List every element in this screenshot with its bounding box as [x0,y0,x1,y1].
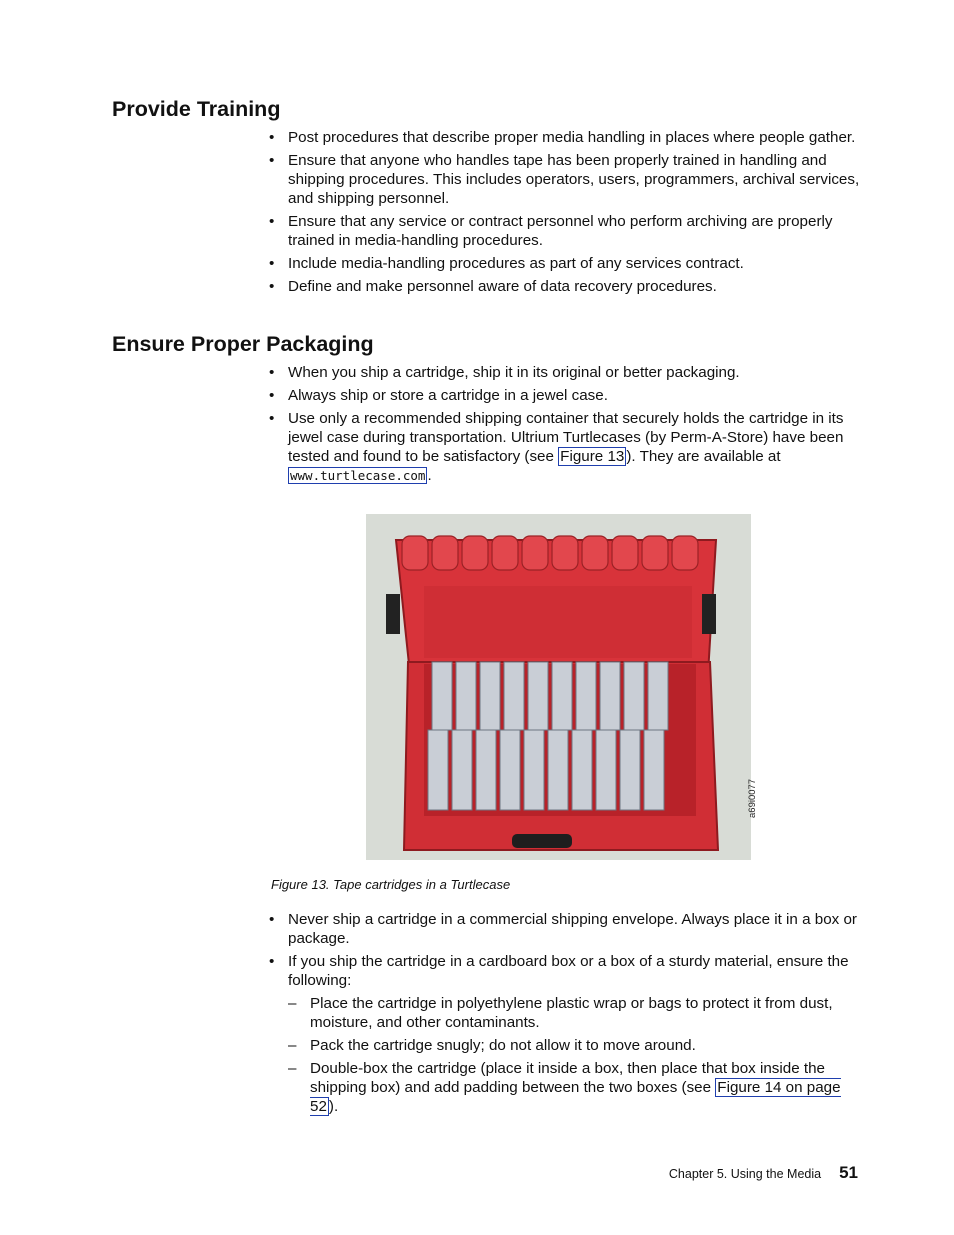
list-item: • Ensure that anyone who handles tape has been properly trained in handling and shipping procedures. This includes operators, users, programmers, archival services, and shipping personnel. [268,151,868,208]
list-item: – Pack the cartridge snugly; do not allow it to move around. [288,1036,868,1055]
bullet-text: If you ship the cartridge in a cardboard box or a box of a sturdy material, ensure the following: [288,953,849,989]
heading-ensure-proper-packaging: Ensure Proper Packaging [112,332,374,356]
list-item [268,952,868,1116]
turtlecase-photo [366,514,751,860]
list-item [288,1059,868,1116]
list-item: • Ensure that any service or contract personnel who perform archiving are properly trained in media-handling procedures. [268,212,868,250]
heading-provide-training: Provide Training [112,97,281,121]
figure-caption: Figure 13. Tape cartridges in a Turtlecase [271,877,511,892]
bullet-text: Use only a recommended shipping container that securely holds the cartridge in its jewel case during transportation. Ultrium Turtlecases (by Perm-A-Store) have been tested and found to be satisfactory (see [288,410,844,465]
page-footer [669,1163,858,1183]
page-number: 51 [839,1163,858,1182]
dash-text: Double-box the cartridge (place it inside a box, then place that box inside the shipping box) and add padding between the two boxes (see [310,1060,826,1096]
dash-text: ). [328,1098,339,1115]
list-item: • Never ship a cartridge in a commercial shipping envelope. Always place it in a box or package. [268,910,868,948]
list-item: • Include media-handling procedures as part of any services contract. [268,254,868,273]
bullet-text: . [427,467,432,484]
list-item: • When you ship a cartridge, ship it in its original or better packaging. [268,363,868,382]
list-item: • Define and make personnel aware of data recovery procedures. [268,277,868,296]
bullet-text: ). They are available at [626,448,781,465]
dash-list [288,994,868,1116]
packaging-bullet-list [268,363,868,489]
training-bullet-list [268,128,868,300]
list-item: • Always ship or store a cartridge in a jewel case. [268,386,868,405]
chapter-label: Chapter 5. Using the Media [668,1167,822,1181]
list-item: – Place the cartridge in polyethylene plastic wrap or bags to protect it from dust, moisture, and other contaminants. [288,994,868,1032]
list-item: • Post procedures that describe proper media handling in places where people gather. [268,128,868,147]
list-item [268,409,868,485]
shipping-bullet-list [268,910,868,1120]
figure-id-label: a69i0077 [747,778,758,818]
figure-13-link[interactable]: Figure 13 [560,448,625,465]
turtlecase-url-link[interactable]: www.turtlecase.com [290,468,426,483]
figure-14-link[interactable]: Figure 14 on page 52 [310,1079,841,1115]
